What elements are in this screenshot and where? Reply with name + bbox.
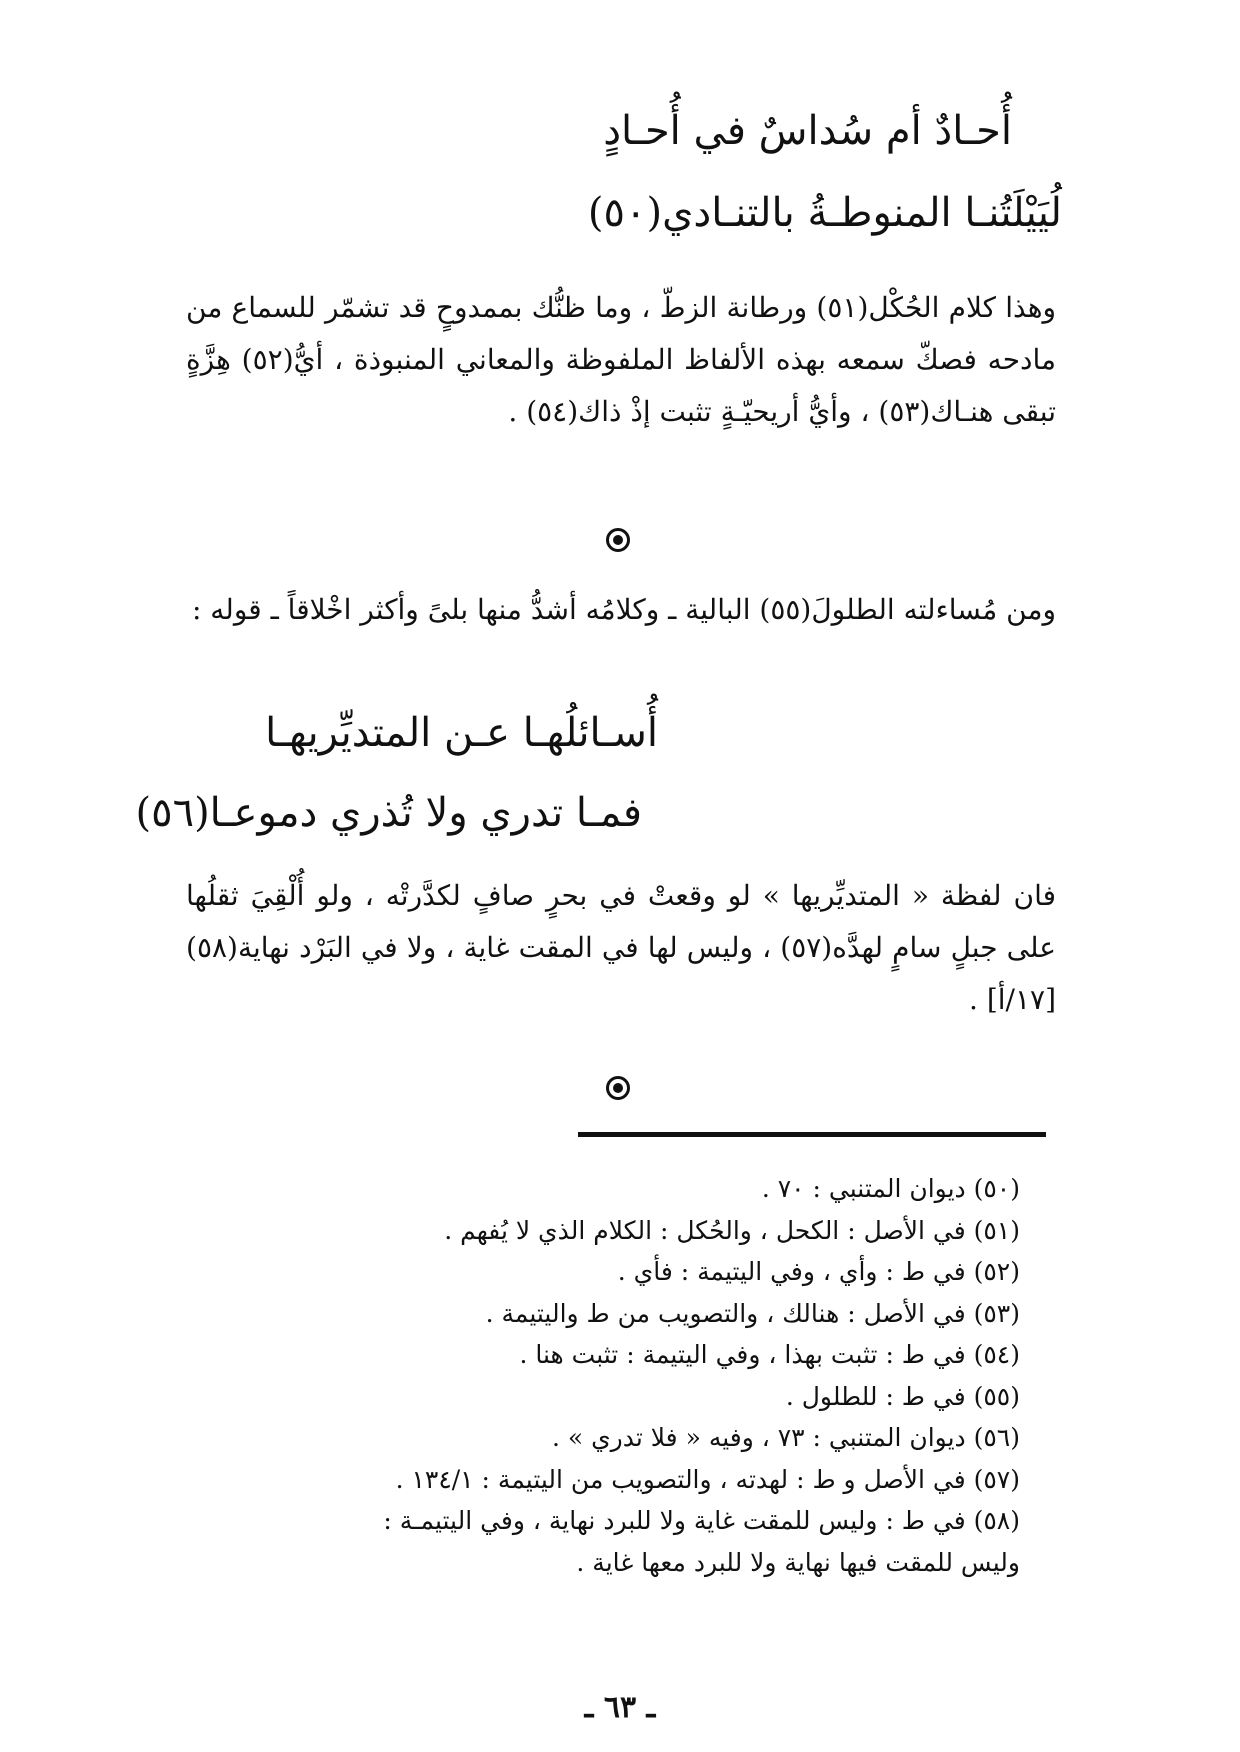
footnote: (٥٨) في ط : وليس للمقت غاية ولا للبرد نهاية ، وفي اليتيمـة : xyxy=(383,1506,1020,1535)
footnote: (٥٥) في ط : للطلول . xyxy=(785,1381,1020,1411)
verse-line-1: أُحـادٌ أم سُداسٌ في أُحـادٍ xyxy=(603,108,1012,154)
paragraph-2: ومن مُساءلته الطلولَ(٥٥) البالية ـ وكلامُه أشدُّ منها بلىً وأكثر اخْلاقاً ـ قوله : xyxy=(191,593,1056,626)
verse-line-4: فمـا تدري ولا تُذري دموعـا(٥٦) xyxy=(135,790,642,836)
footnote: (٥٢) في ط : وأي ، وفي اليتيمة : فأي . xyxy=(617,1257,1020,1286)
paragraph-3: فان لفظة « المتديِّريها » لو وقعتْ في بحرٍ صافٍ لكدَّرتْه ، ولو أُلْقِيَ ثقلُها على جبلٍ سامٍ لهدَّه(٥٧) ، وليس لها في المقت غاية ، ولا في البَرْد نهاية(٥٨) [١٧/أ] . xyxy=(186,879,1056,1016)
footnote-continuation: وليس للمقت فيها نهاية ولا للبرد معها غاية . xyxy=(576,1547,1020,1577)
section-separator-ornament xyxy=(606,1076,630,1100)
footnote: (٥٤) في ط : تثبت بهذا ، وفي اليتيمة : تثبت هنا . xyxy=(519,1340,1020,1369)
verse-line-3: أُسـائلُهـا عـن المتديِّريهـا xyxy=(265,710,658,756)
section-separator-ornament xyxy=(606,528,630,552)
footnote: (٥٧) في الأصل و ط : لهدته ، والتصويب من اليتيمة : ١٣٤/١ . xyxy=(395,1464,1020,1494)
footnote: (٥٦) ديوان المتنبي : ٧٣ ، وفيه « فلا تدري » . xyxy=(551,1423,1020,1452)
verse-line-2: لُيَيْلَتُنـا المنوطـةُ بالتنـادي(٥٠) xyxy=(587,190,1062,236)
footnote: (٥٣) في الأصل : هنالك ، والتصويب من ط واليتيمة . xyxy=(485,1298,1020,1328)
page-number: ـ ٦٣ ـ xyxy=(584,1690,656,1725)
paragraph-1: وهذا كلام الحُكْل(٥١) ورطانة الزطّ ، وما ظنُّك بممدوحٍ قد تشمّر للسماع من مادحه فصكّ سمعه بهذه الألفاظ الملفوظة والمعاني المنبوذة ، أيُّ(٥٢) هِزَّةٍ تبقى هنـاك(٥٣) ، وأيُّ أريحيّـةٍ تثبت إذْ ذاك(٥٤) . xyxy=(186,291,1057,428)
footnote: (٥١) في الأصل : الكحل ، والحُكل : الكلام الذي لا يُفهم . xyxy=(444,1215,1020,1245)
footnote: (٥٠) ديوان المتنبي : ٧٠ . xyxy=(761,1174,1020,1203)
footnotes-list xyxy=(170,1168,1020,1583)
footnote-divider xyxy=(578,1132,1046,1137)
